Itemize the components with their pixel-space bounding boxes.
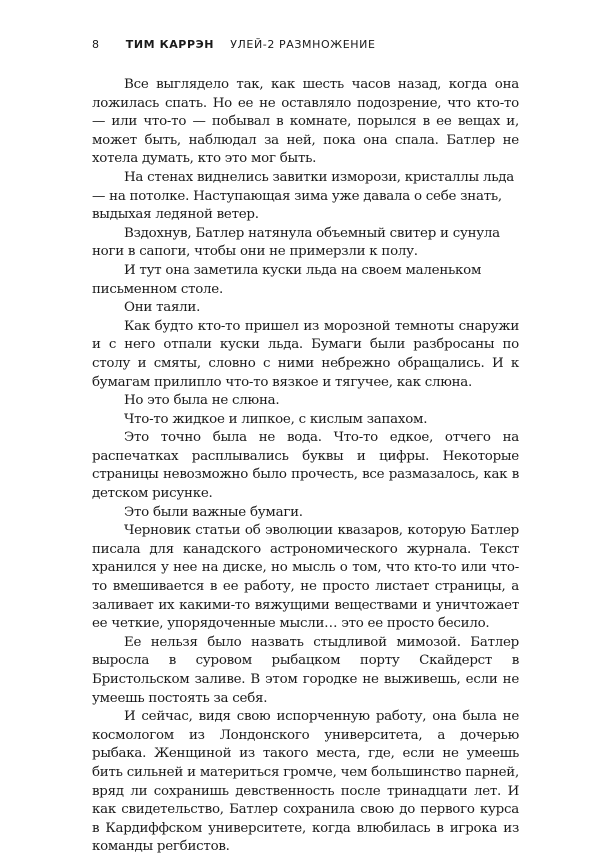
paragraph: Что-то жидкое и липкое, с кислым запахом.: [124, 411, 428, 427]
page-number: 8: [92, 38, 100, 51]
paragraph: Это точно была не вода. Что-то едкое, отчего на распечатках расплывались буквы и цифры. Некоторые страницы невозможно было прочесть, все размазалось, как в детском рисунке.: [92, 430, 519, 502]
paragraph: И сейчас, видя свою испорченную работу, она была не космологом из Лондонского университета, а дочерью рыбака. Женщиной из такого места, где, если не умеешь бить сильней и материться громче, чем большинство парней, вряд ли сохранишь девственность после тринадцати лет. И как свидетельство, Батлер сохранила свою до первого курса в Кардиффском университете, когда влюбилась в игрока из команды регбистов.: [92, 709, 519, 855]
paragraph: И тут она заметила куски льда на своем маленьком письменном столе.: [92, 262, 482, 297]
paragraph: Но это была не слюна.: [124, 393, 280, 409]
paragraph: Ее нельзя было назвать стыдливой мимозой. Батлер выросла в суровом рыбацком порту Скайдерст в Бристольском заливе. В этом городке не выживешь, если не умеешь постоять за себя.: [92, 634, 519, 706]
body-text: [92, 76, 519, 857]
paragraph: На стенах виднелись завитки изморози, кристаллы льда — на потолке. Наступающая зима уже давала о себе знать, выдыхая ледяной ветер.: [92, 169, 515, 223]
running-header: [92, 38, 376, 51]
paragraph: Они таяли.: [124, 300, 201, 316]
paragraph: Черновик статьи об эволюции квазаров, которую Батлер писала для канадского астрономического журнала. Текст хранился у нее на диске, но мысль о том, что кто-то или что-то вмешивается в ее работу, не просто листает страницы, а заливает их какими-то вяжущими веществами и уничтожает ее четкие, упорядоченные мысли… это ее просто бесило.: [92, 523, 519, 632]
paragraph: Как будто кто-то пришел из морозной темноты снаружи и с него отпали куски льда. Бумаги были разбросаны по столу и смяты, словно с ними небрежно обращались. И к бумагам прилипло что-то вязкое и тягучее, как слюна.: [92, 318, 519, 390]
paragraph: Все выглядело так, как шесть часов назад, когда она ложилась спать. Но ее не оставляло подозрение, что кто-то — или что-то — побывал в комнате, порылся в ее вещах и, может быть, наблюдал за ней, пока она спала. Батлер не хотела думать, кто это мог быть.: [92, 77, 519, 167]
paragraph: Вздохнув, Батлер натянула объемный свитер и сунула ноги в сапоги, чтобы они не примерзли к полу.: [92, 225, 500, 260]
author-name: ТИМ КАРРЭН: [125, 38, 215, 51]
paragraph: Это были важные бумаги.: [124, 504, 303, 520]
book-title: УЛЕЙ-2 РАЗМНОЖЕНИЕ: [230, 38, 376, 51]
